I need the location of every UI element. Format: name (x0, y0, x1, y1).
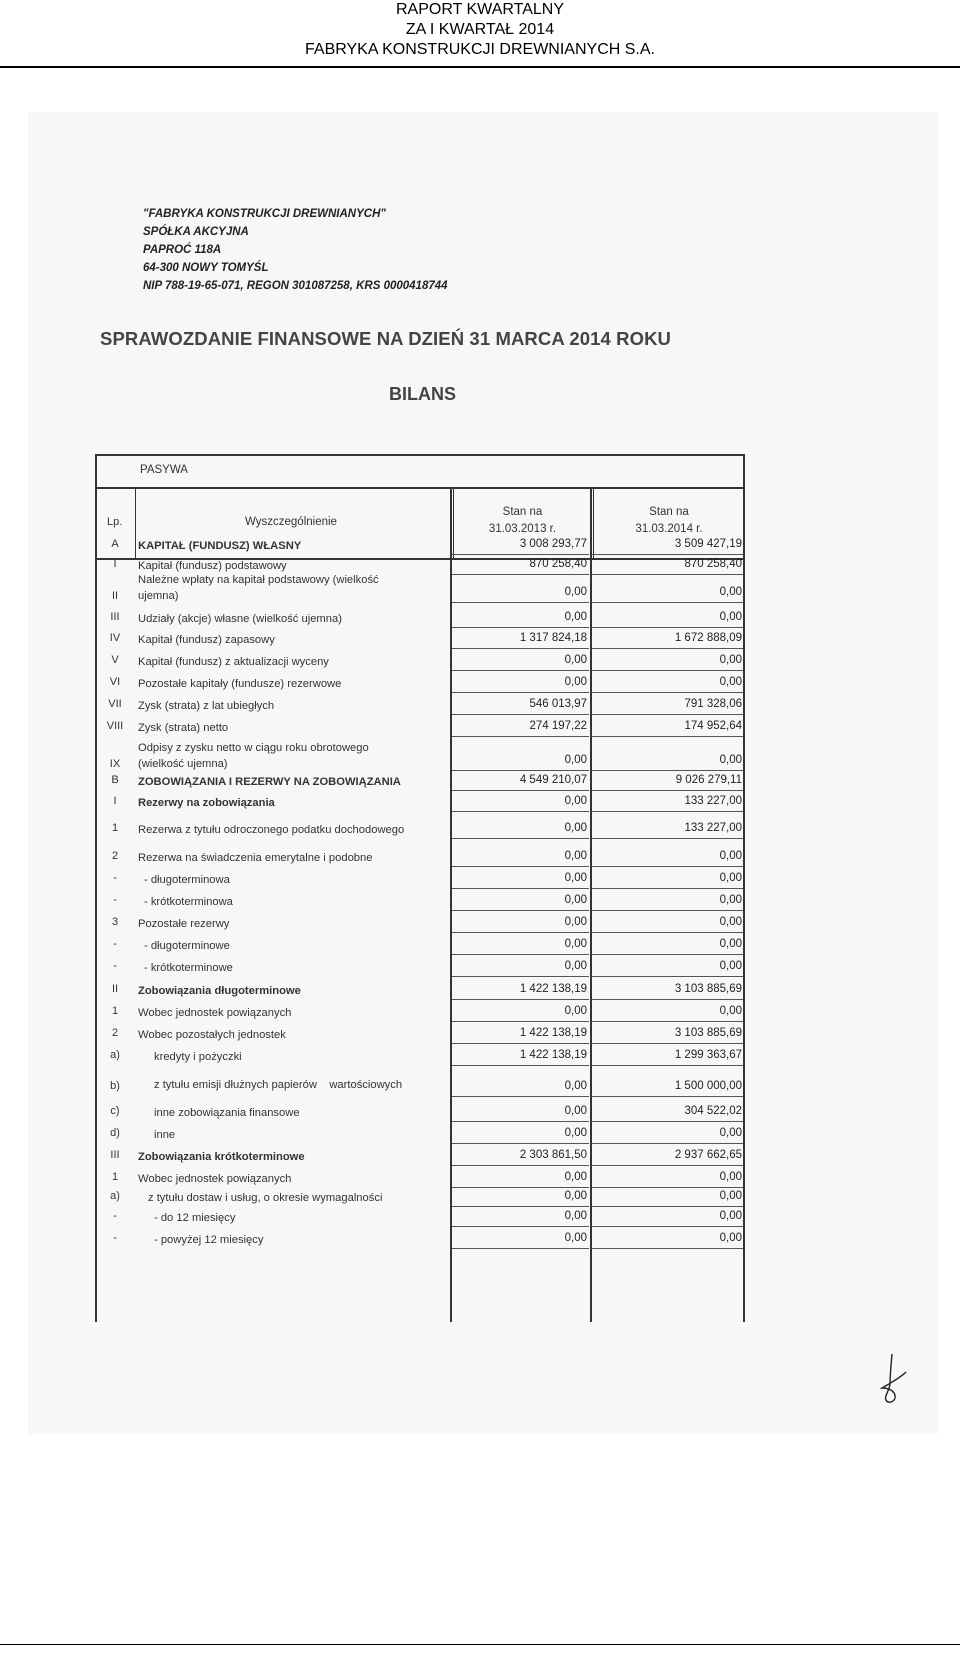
row-lp: 1 (111, 822, 119, 834)
company-street: PAPROĆ 118A (143, 244, 222, 256)
row-lp: V (111, 654, 119, 666)
row-underline-2014 (592, 602, 743, 603)
row-lp: 3 (111, 916, 119, 928)
table-section-label: PASYWA (140, 464, 188, 476)
row-lp: VII (108, 698, 122, 710)
row-underline-2013 (452, 838, 589, 839)
row-underline-2013 (452, 714, 589, 715)
row-value-2014: 0,00 (719, 611, 742, 623)
company-city: 64-300 NOWY TOMYŚL (143, 262, 269, 274)
row-underline-2013 (452, 736, 589, 737)
row-value-2013: 546 013,97 (529, 698, 587, 710)
row-underline-2014 (592, 999, 743, 1000)
row-underline-2014 (592, 976, 743, 977)
row-underline-2014 (592, 714, 743, 715)
row-underline-2013 (452, 1248, 589, 1249)
row-description: Rezerwa z tytułu odroczonego podatku dochodowego (138, 824, 405, 836)
row-underline-2013 (452, 790, 589, 791)
row-lp: I (113, 558, 117, 570)
row-value-2013: 0,00 (564, 960, 587, 972)
table-border-right (743, 454, 745, 1322)
row-value-2014: 0,00 (719, 586, 742, 598)
row-value-2014: 9 026 279,11 (675, 774, 742, 786)
row-value-2014: 0,00 (719, 754, 742, 766)
row-value-2013: 0,00 (564, 611, 587, 623)
row-value-2013: 1 317 824,18 (519, 632, 587, 644)
row-underline-2014 (592, 648, 743, 649)
column-header-lp: Lp. (107, 516, 123, 528)
row-value-2014: 0,00 (719, 1190, 742, 1202)
row-description: Zobowiązania krótkoterminowe (138, 1151, 305, 1163)
row-underline-2014 (592, 1165, 743, 1166)
row-underline-2013 (452, 1143, 589, 1144)
table-border-top (95, 454, 745, 456)
column-header-2014-line-2: 31.03.2014 r. (635, 523, 703, 535)
row-value-2013: 274 197,22 (529, 720, 587, 732)
row-underline-2014 (592, 932, 743, 933)
row-description: Wobec pozostałych jednostek (138, 1029, 286, 1041)
row-underline-2014 (592, 811, 743, 812)
row-description: Zysk (strata) z lat ubiegłych (138, 700, 275, 712)
handwritten-signature (878, 1352, 908, 1408)
row-description: z tytułu dostaw i usług, o okresie wymagalności (148, 1192, 383, 1204)
row-underline-2014 (592, 1248, 743, 1249)
row-value-2013: 4 549 210,07 (519, 774, 587, 786)
company-address-block (143, 205, 448, 295)
row-value-2013: 1 422 138,19 (519, 983, 587, 995)
column-header-2013 (455, 504, 590, 538)
row-value-2014: 791 328,06 (684, 698, 742, 710)
row-lp: B (111, 774, 119, 786)
row-description: Rezerwy na zobowiązania (138, 797, 275, 809)
report-header-line-3: FABRYKA KONSTRUKCJI DREWNIANYCH S.A. (305, 41, 655, 58)
row-value-2013: 0,00 (564, 1080, 587, 1092)
column-header-2013-line-2: 31.03.2013 r. (488, 523, 557, 535)
row-underline-2013 (452, 1096, 589, 1097)
row-value-2014: 0,00 (719, 850, 742, 862)
row-underline-2013 (452, 1121, 589, 1122)
row-underline-2014 (592, 1096, 743, 1097)
row-value-2014: 3 103 885,69 (674, 1027, 742, 1039)
row-lp: c) (110, 1105, 120, 1117)
column-header-description: Wyszczególnienie (245, 516, 337, 528)
row-lp: IV (109, 632, 121, 644)
row-lp: - (113, 1232, 117, 1244)
balance-sheet-table (95, 454, 745, 1322)
row-underline-2014 (592, 1065, 743, 1066)
row-value-2014: 0,00 (719, 654, 742, 666)
row-value-2014: 133 227,00 (684, 795, 742, 807)
row-underline-2013 (452, 1187, 589, 1188)
row-value-2013: 1 422 138,19 (519, 1049, 587, 1061)
row-lp: b) (110, 1080, 120, 1092)
row-lp: - (113, 894, 117, 906)
row-lp: a) (110, 1190, 120, 1202)
row-value-2013: 0,00 (564, 1190, 587, 1202)
row-lp: VIII (106, 720, 124, 732)
row-description: inne (154, 1129, 176, 1141)
row-value-2014: 0,00 (719, 894, 742, 906)
row-description: Zysk (strata) netto (138, 722, 229, 734)
header-divider (0, 66, 960, 68)
row-value-2013: 0,00 (564, 822, 587, 834)
row-underline-2013 (452, 999, 589, 1000)
column-header-2013-line-1: Stan na (502, 506, 543, 518)
row-value-2013: 870 258,40 (529, 558, 587, 570)
row-description: Kapitał (fundusz) zapasowy (138, 634, 275, 646)
row-underline-2013 (452, 770, 589, 771)
row-lp: III (110, 611, 120, 623)
row-underline-2014 (592, 888, 743, 889)
row-underline-2013 (452, 1165, 589, 1166)
row-description: z tytułu emisji dłużnych papierów wartościowych (154, 1079, 403, 1091)
row-lp: III (110, 1149, 120, 1161)
company-name: "FABRYKA KONSTRUKCJI DREWNIANYCH" (143, 208, 386, 220)
row-underline-2013 (452, 602, 589, 603)
row-value-2014: 0,00 (719, 916, 742, 928)
row-underline-2014 (592, 1226, 743, 1227)
row-lp: A (111, 538, 119, 550)
row-underline-2014 (592, 627, 743, 628)
row-value-2014: 0,00 (719, 960, 742, 972)
row-underline-2014 (592, 1021, 743, 1022)
row-underline-2013 (452, 692, 589, 693)
row-description: Wobec jednostek powiązanych (138, 1007, 292, 1019)
row-value-2013: 0,00 (564, 1210, 587, 1222)
row-value-2013: 0,00 (564, 850, 587, 862)
row-underline-2013 (452, 954, 589, 955)
row-lp: II (111, 590, 119, 602)
row-value-2014: 0,00 (719, 1232, 742, 1244)
row-value-2014: 1 299 363,67 (674, 1049, 742, 1061)
row-underline-2013 (452, 888, 589, 889)
row-underline-2013 (452, 1226, 589, 1227)
row-description: - powyżej 12 miesięcy (154, 1234, 264, 1246)
row-value-2014: 304 522,02 (684, 1105, 742, 1117)
row-value-2014: 0,00 (719, 872, 742, 884)
row-underline-2013 (452, 976, 589, 977)
column-header-2014-line-1: Stan na (649, 506, 689, 518)
row-underline-2014 (592, 736, 743, 737)
document-title: SPRAWOZDANIE FINANSOWE NA DZIEŃ 31 MARCA 2014 ROKU (100, 328, 672, 349)
row-lp: 2 (111, 1027, 119, 1039)
row-underline-2013 (452, 670, 589, 671)
row-value-2014: 174 952,64 (684, 720, 742, 732)
report-header-line-2: ZA I KWARTAŁ 2014 (405, 21, 555, 38)
row-underline-2014 (592, 1121, 743, 1122)
row-value-2013: 0,00 (564, 676, 587, 688)
row-description: Udziały (akcje) własne (wielkość ujemna) (138, 613, 342, 625)
row-value-2014: 870 258,40 (684, 558, 742, 570)
column-header-2014 (595, 504, 743, 538)
row-value-2014: 0,00 (719, 938, 742, 950)
report-header-line-1: RAPORT KWARTALNY (395, 1, 565, 18)
row-value-2013: 0,00 (564, 795, 587, 807)
row-lp: 1 (111, 1171, 119, 1183)
row-lp: I (113, 795, 117, 807)
row-lp: - (113, 938, 117, 950)
row-underline-2014 (592, 790, 743, 791)
row-value-2014: 0,00 (719, 676, 742, 688)
row-description: Kapitał (fundusz) z aktualizacji wyceny (138, 656, 329, 668)
row-underline-2014 (592, 692, 743, 693)
row-underline-2013 (452, 554, 589, 555)
row-underline-2014 (592, 1206, 743, 1207)
row-underline-2014 (592, 1043, 743, 1044)
row-value-2014: 0,00 (719, 1171, 742, 1183)
row-value-2013: 0,00 (564, 1232, 587, 1244)
row-lp: - (113, 1210, 117, 1222)
row-description: Pozostałe rezerwy (138, 918, 230, 930)
row-underline-2013 (452, 910, 589, 911)
row-description: ZOBOWIĄZANIA I REZERWY NA ZOBOWIĄZANIA (138, 776, 401, 788)
row-value-2013: 0,00 (564, 654, 587, 666)
table-lp-divider (135, 487, 136, 559)
row-value-2013: 0,00 (564, 1105, 587, 1117)
row-value-2013: 0,00 (564, 1005, 587, 1017)
row-lp: 1 (111, 1005, 119, 1017)
row-underline-2013 (452, 648, 589, 649)
row-lp: II (111, 983, 119, 995)
row-description: kredyty i pożyczki (154, 1051, 242, 1063)
row-value-2014: 0,00 (719, 1210, 742, 1222)
row-lp: IX (109, 758, 121, 770)
footer-divider (0, 1644, 960, 1645)
row-description: - długoterminowa (144, 874, 230, 886)
document-subtitle: BILANS (389, 384, 456, 404)
row-lp: a) (110, 1049, 120, 1061)
row-lp: 2 (111, 850, 119, 862)
row-description: - krótkoterminowa (144, 896, 233, 908)
row-description: KAPITAŁ (FUNDUSZ) WŁASNY (138, 540, 302, 552)
row-description: - krótkoterminowe (144, 962, 233, 974)
row-description: Kapitał (fundusz) podstawowy (138, 560, 287, 572)
row-underline-2014 (592, 554, 743, 555)
table-section-rule (95, 487, 745, 489)
row-value-2013: 3 008 293,77 (519, 538, 587, 550)
row-underline-2013 (452, 1065, 589, 1066)
row-lp: - (113, 960, 117, 972)
row-value-2013: 0,00 (564, 916, 587, 928)
company-form: SPÓŁKA AKCYJNA (143, 226, 249, 238)
row-underline-2013 (452, 627, 589, 628)
row-underline-2014 (592, 1143, 743, 1144)
row-value-2013: 0,00 (564, 754, 587, 766)
row-value-2013: 0,00 (564, 586, 587, 598)
row-lp: d) (110, 1127, 120, 1139)
row-value-2014: 2 937 662,65 (674, 1149, 742, 1161)
row-underline-2013 (452, 1206, 589, 1207)
row-underline-2014 (592, 670, 743, 671)
row-underline-2014 (592, 574, 743, 575)
row-underline-2013 (452, 1021, 589, 1022)
row-lp: VI (109, 676, 121, 688)
row-underline-2014 (592, 954, 743, 955)
row-underline-2014 (592, 866, 743, 867)
row-description: Odpisy z zysku netto w ciągu roku obrotowego (wielkość ujemna) (138, 742, 372, 770)
row-value-2014: 133 227,00 (684, 822, 742, 834)
row-underline-2013 (452, 574, 589, 575)
row-description: inne zobowiązania finansowe (154, 1107, 300, 1119)
row-description: Pozostałe kapitały (fundusze) rezerwowe (138, 678, 342, 690)
row-underline-2013 (452, 1043, 589, 1044)
row-value-2013: 0,00 (564, 894, 587, 906)
row-description: - do 12 miesięcy (154, 1212, 236, 1224)
row-lp: - (113, 872, 117, 884)
row-underline-2013 (452, 932, 589, 933)
report-header (0, 0, 960, 60)
row-description: Należne wpłaty na kapitał podstawowy (wielkość ujemna) (138, 574, 382, 602)
table-col2-divider (590, 487, 592, 1322)
row-value-2014: 0,00 (719, 1005, 742, 1017)
row-value-2013: 0,00 (564, 1127, 587, 1139)
row-value-2014: 0,00 (719, 1127, 742, 1139)
row-underline-2014 (592, 838, 743, 839)
row-description: Rezerwa na świadczenia emerytalne i podobne (138, 852, 373, 864)
row-value-2014: 3 509 427,19 (674, 538, 742, 550)
row-underline-2013 (452, 866, 589, 867)
row-value-2013: 0,00 (564, 1171, 587, 1183)
row-value-2014: 1 500 000,00 (674, 1080, 742, 1092)
row-value-2014: 3 103 885,69 (674, 983, 742, 995)
row-underline-2014 (592, 1187, 743, 1188)
row-underline-2014 (592, 770, 743, 771)
row-value-2013: 2 303 861,50 (519, 1149, 587, 1161)
row-value-2013: 1 422 138,19 (519, 1027, 587, 1039)
company-ids: NIP 788-19-65-071, REGON 301087258, KRS 0000418744 (143, 280, 448, 292)
row-description: Wobec jednostek powiązanych (138, 1173, 292, 1185)
row-description: - długoterminowe (144, 940, 230, 952)
row-value-2013: 0,00 (564, 938, 587, 950)
row-underline-2013 (452, 811, 589, 812)
row-description: Zobowiązania długoterminowe (138, 985, 301, 997)
row-value-2014: 1 672 888,09 (674, 632, 742, 644)
row-value-2013: 0,00 (564, 872, 587, 884)
row-underline-2014 (592, 910, 743, 911)
